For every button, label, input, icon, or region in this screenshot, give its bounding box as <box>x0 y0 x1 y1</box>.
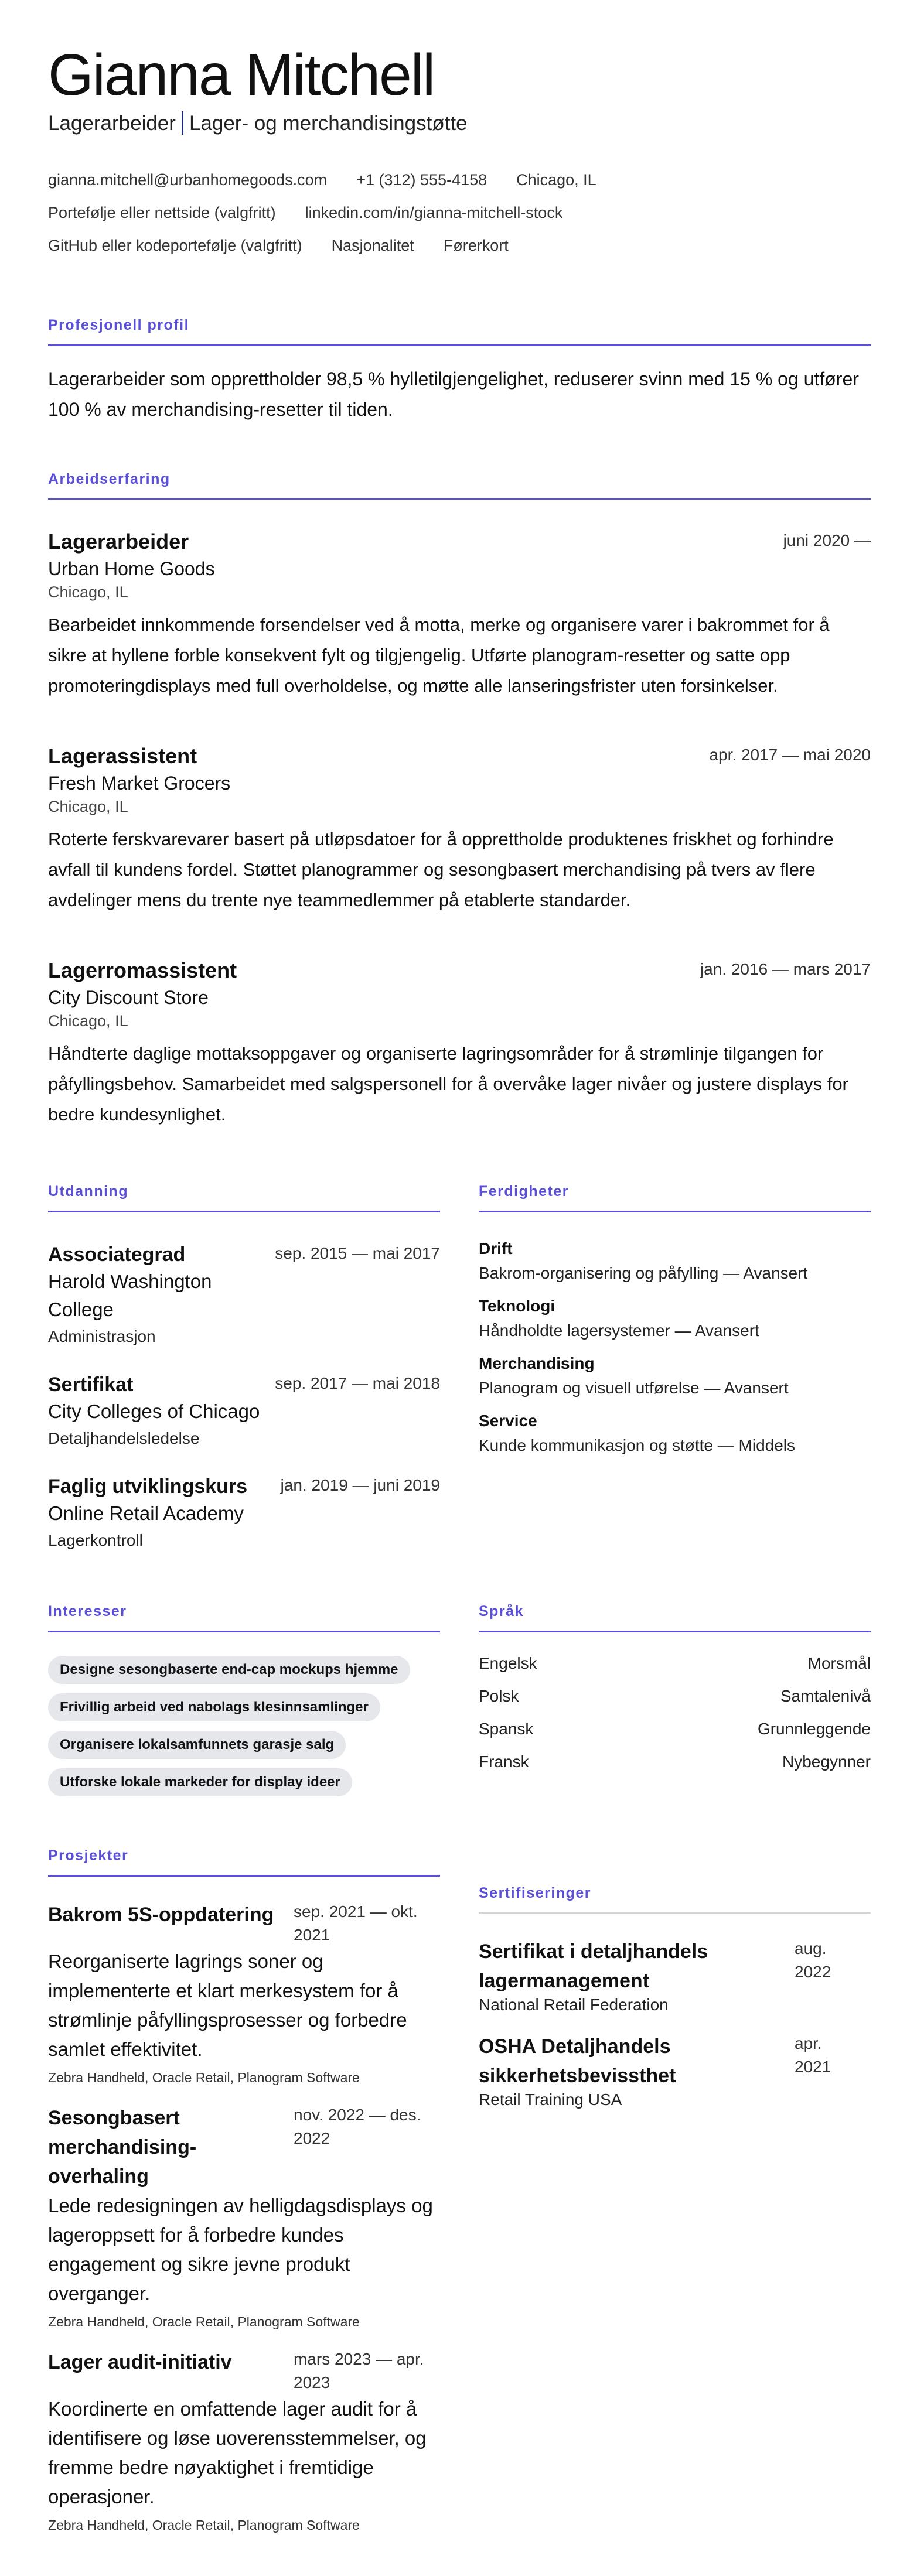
job-dates: apr. 2017 — mai 2020 <box>709 746 871 764</box>
job-location: Chicago, IL <box>48 1012 128 1030</box>
section-divider <box>48 344 871 346</box>
skill-value: Kunde kommunikasjon og støtte — Middels <box>479 1436 796 1454</box>
skill-category: Drift <box>479 1239 513 1258</box>
certification-title: OSHA Detaljhandels sikkerhetsbevissthet <box>479 2035 676 2087</box>
section-title: Sertifiseringer <box>479 1885 592 1901</box>
language-row <box>479 1686 871 1706</box>
job-location: Chicago, IL <box>48 798 128 815</box>
experience-section <box>48 470 871 1130</box>
profile-text: Lagerarbeider som opprettholder 98,5 % hylletilgjengelighet, reduserer svinn med 15 % og utfører 100 % av merchandising-resetter til tiden. <box>48 368 859 420</box>
school: City Colleges of Chicago <box>48 1400 260 1422</box>
education-dates: sep. 2017 — mai 2018 <box>275 1374 440 1392</box>
job-company: Urban Home Goods <box>48 558 215 579</box>
section-title: Profesjonell profil <box>48 317 190 333</box>
project-tech: Zebra Handheld, Oracle Retail, Planogram Software <box>48 2314 360 2329</box>
headline <box>48 111 468 135</box>
project-description: Reorganiserte lagrings soner og implementerte et klart merkesystem for å strømlinje påfyllingsprosesser og forbedre samlet effektivitet. <box>48 1950 407 2060</box>
project-dates: nov. 2022 — des. 2022 <box>294 2106 421 2147</box>
skill-group <box>479 1239 871 1283</box>
project-title: Sesongbasert merchandising-overhaling <box>48 2107 197 2188</box>
certifications-section <box>479 1884 871 2109</box>
section-divider <box>479 1631 871 1632</box>
section-divider <box>48 1211 440 1212</box>
job-title: Lagerromassistent <box>48 958 237 982</box>
section-divider <box>48 1631 440 1632</box>
job-company: City Discount Store <box>48 987 209 1008</box>
contact-row <box>48 204 562 222</box>
job-entry <box>48 958 871 1130</box>
skill-category: Merchandising <box>479 1354 595 1372</box>
skills-section <box>479 1183 871 1455</box>
job-company: Fresh Market Grocers <box>48 773 231 794</box>
portfolio-link[interactable]: Portefølje eller nettside (valgfritt) <box>48 204 276 221</box>
language-level: Nybegynner <box>782 1752 871 1771</box>
interest-chip: Designe sesongbaserte end-cap mockups hjemme <box>48 1656 410 1684</box>
section-title: Utdanning <box>48 1183 129 1200</box>
job-title: Lagerarbeider <box>48 529 189 554</box>
project-title: Lager audit-initiativ <box>48 2351 232 2373</box>
language-row <box>479 1752 871 1772</box>
interest-chip: Frivillig arbeid ved nabolags klesinnsamlinger <box>48 1693 380 1721</box>
job-description: Håndterte daglige mottaksoppgaver og organiserte lagringsområder for å strømlinje tilgangen for påfyllingsbehov. Samarbeidet med salgspersonell for å overvåke lager nivåer og justere displays for bedre kundesynlighet. <box>48 1043 848 1125</box>
job-subtitle: Lager- og merchandisingstøtte <box>189 112 468 135</box>
nationality: Nasjonalitet <box>331 237 414 254</box>
projects-section <box>48 1847 440 2533</box>
degree: Associategrad <box>48 1243 186 1266</box>
interests-section <box>48 1603 440 1806</box>
linkedin-link[interactable]: linkedin.com/in/gianna-mitchell-stock <box>305 204 563 221</box>
skill-category: Teknologi <box>479 1297 555 1315</box>
language-name: Engelsk <box>479 1654 537 1672</box>
github-link[interactable]: GitHub eller kodeportefølje (valgfritt) <box>48 237 302 254</box>
project-tech: Zebra Handheld, Oracle Retail, Planogram Software <box>48 2070 360 2085</box>
skill-group <box>479 1354 871 1398</box>
project-description: Lede redesigningen av helligdagsdisplays og lageroppsett for å forbedre kundes engagement og sikre jevne produkt overganger. <box>48 2195 433 2304</box>
project-entry <box>48 2103 440 2330</box>
section-divider <box>479 1211 871 1212</box>
skill-value: Håndholdte lagersystemer — Avansert <box>479 1321 759 1340</box>
skill-value: Planogram og visuell utførelse — Avansert <box>479 1379 789 1397</box>
project-title: Bakrom 5S-oppdatering <box>48 1904 274 1926</box>
field: Detaljhandelsledelse <box>48 1429 200 1447</box>
section-divider <box>48 1875 440 1877</box>
certification-entry <box>479 2032 871 2109</box>
job-title: Lagerassistent <box>48 744 197 768</box>
education-entry <box>48 1474 440 1550</box>
field: Administrasjon <box>48 1327 156 1345</box>
project-dates: sep. 2021 — okt. 2021 <box>294 1902 418 1944</box>
section-title: Prosjekter <box>48 1847 129 1864</box>
school: Harold Washington College <box>48 1270 212 1320</box>
education-dates: sep. 2015 — mai 2017 <box>275 1244 440 1262</box>
language-name: Fransk <box>479 1752 529 1771</box>
certification-date: apr. 2021 <box>795 2034 831 2076</box>
project-description: Koordinerte en omfattende lager audit for å identifisere og løse uoverensstemmelser, og fremme bedre nøyaktighet i fremtidige operasjoner. <box>48 2398 427 2507</box>
section-title: Arbeidserfaring <box>48 471 171 487</box>
project-entry <box>48 1900 440 2086</box>
education-entry <box>48 1372 440 1448</box>
skill-category: Service <box>479 1412 537 1430</box>
language-level: Morsmål <box>807 1654 871 1672</box>
project-tech: Zebra Handheld, Oracle Retail, Planogram Software <box>48 2517 360 2533</box>
section-title: Interesser <box>48 1603 127 1620</box>
section-divider <box>479 1912 871 1914</box>
language-name: Polsk <box>479 1687 519 1705</box>
degree: Sertifikat <box>48 1374 134 1396</box>
degree: Faglig utviklingskurs <box>48 1475 248 1498</box>
certification-date: aug. 2022 <box>795 1939 831 1981</box>
job-entry <box>48 529 871 701</box>
education-dates: jan. 2019 — juni 2019 <box>280 1476 440 1494</box>
skill-group <box>479 1297 871 1340</box>
project-entry <box>48 2348 440 2533</box>
language-name: Spansk <box>479 1720 534 1738</box>
section-title: Språk <box>479 1603 524 1620</box>
section-title: Ferdigheter <box>479 1183 570 1200</box>
location: Chicago, IL <box>516 171 596 189</box>
language-row <box>479 1719 871 1739</box>
drivers-license: Førerkort <box>443 237 509 254</box>
name: Gianna Mitchell <box>48 42 435 108</box>
divider <box>182 111 183 135</box>
education-entry <box>48 1242 440 1346</box>
language-row <box>479 1653 871 1673</box>
job-location: Chicago, IL <box>48 583 128 601</box>
contact-row <box>48 237 509 255</box>
job-dates: jan. 2016 — mars 2017 <box>700 960 871 978</box>
job-entry <box>48 743 871 915</box>
skill-value: Bakrom-organisering og påfylling — Avansert <box>479 1264 808 1282</box>
interest-chip: Utforske lokale markeder for display ideer <box>48 1768 352 1796</box>
field: Lagerkontroll <box>48 1531 143 1549</box>
certification-org: National Retail Federation <box>479 1996 669 2014</box>
certification-org: Retail Training USA <box>479 2090 622 2109</box>
resume <box>48 0 871 2568</box>
job-dates: juni 2020 — <box>783 531 871 549</box>
project-dates: mars 2023 — apr. 2023 <box>294 2350 424 2391</box>
profile-section <box>48 316 871 425</box>
contact-row <box>48 171 596 189</box>
job-description: Roterte ferskvarevarer basert på utløpsdatoer for å opprettholde produktenes friskhet og forhindre avfall til kundens fordel. Støttet planogrammer og sesongbasert merchandising på tvers av flere avdelinger mens du trente nye teammedlemmer på etablerte standarder. <box>48 829 834 910</box>
job-title: Lagerarbeider <box>48 112 176 135</box>
interest-chip: Organisere lokalsamfunnets garasje salg <box>48 1731 346 1759</box>
school: Online Retail Academy <box>48 1502 244 1524</box>
certification-entry <box>479 1937 871 2014</box>
certification-title: Sertifikat i detaljhandels lagermanagement <box>479 1940 708 1992</box>
skill-group <box>479 1412 871 1455</box>
email-link[interactable]: gianna.mitchell@urbanhomegoods.com <box>48 171 328 189</box>
language-level: Grunnleggende <box>757 1720 871 1738</box>
language-level: Samtalenivå <box>780 1687 871 1705</box>
education-section <box>48 1183 440 1550</box>
job-description: Bearbeidet innkommende forsendelser ved å motta, merke og organisere varer i bakrommet for å sikre at hyllene forble konsekvent fylt og tilgjengelig. Utførte planogram-resetter og satte opp promoteringdisplays med full overholdelse, og møtte alle lanseringsfrister uten forsinkelser. <box>48 614 830 696</box>
languages-section <box>479 1603 871 1785</box>
phone[interactable]: +1 (312) 555-4158 <box>356 171 488 189</box>
section-divider <box>48 498 871 500</box>
